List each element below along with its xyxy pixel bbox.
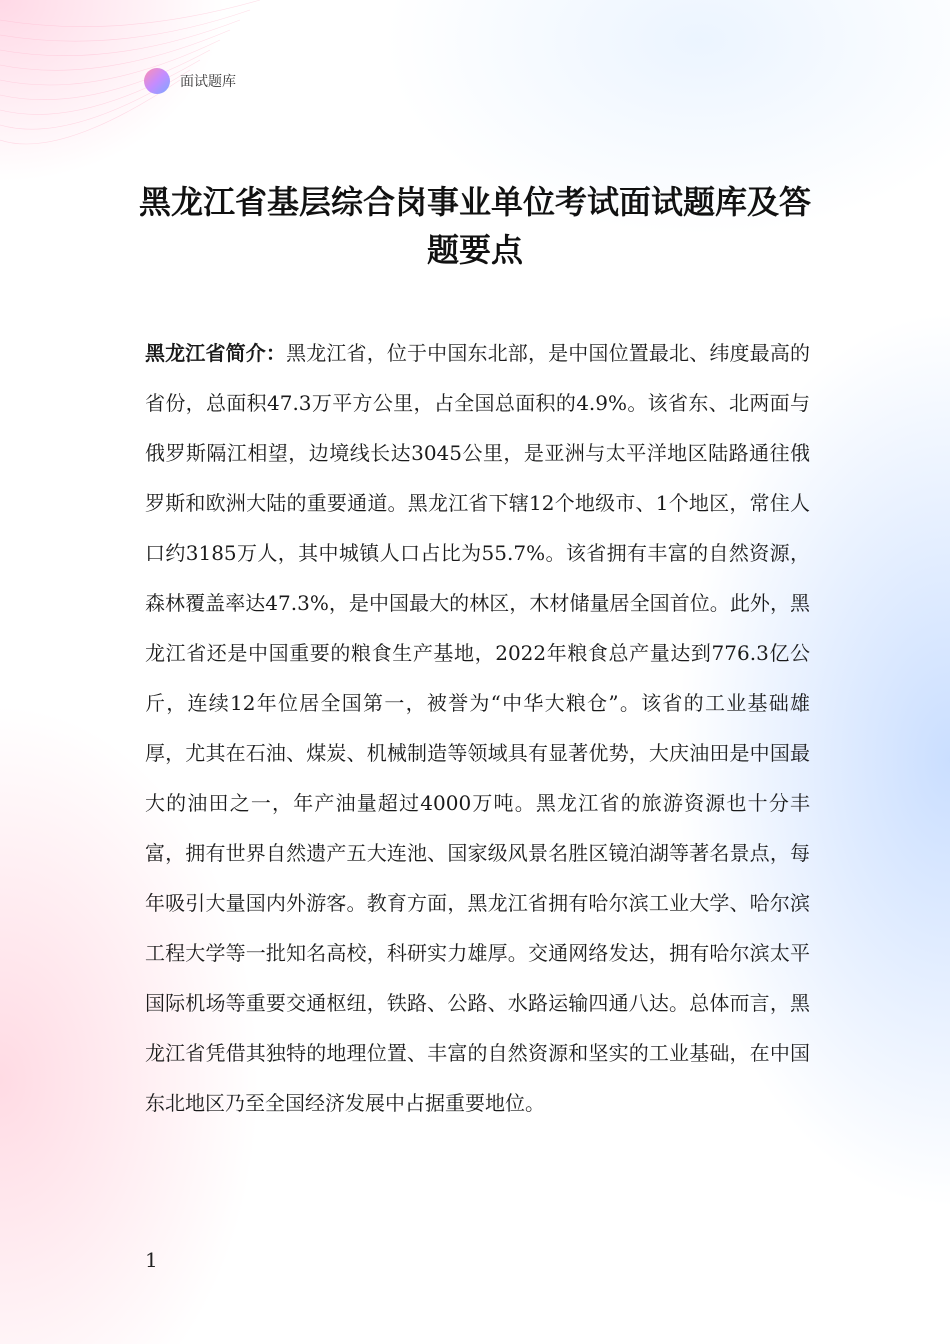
brand-logo-icon xyxy=(144,68,170,94)
intro-paragraph xyxy=(145,328,810,1128)
document-title: 黑龙江省基层综合岗事业单位考试面试题库及答题要点 xyxy=(138,183,811,269)
brand-header xyxy=(144,68,236,94)
decorative-lines xyxy=(0,0,260,200)
brand-name: 面试题库 xyxy=(180,74,236,90)
intro-lead: 黑龙江省简介： xyxy=(145,341,287,365)
intro-body: 黑龙江省，位于中国东北部，是中国位置最北、纬度最高的省份，总面积47.3万平方公里，占全国总面积的4.9%。该省东、北两面与俄罗斯隔江相望，边境线长达3045公里，是亚洲与太平洋地区陆路通往俄罗斯和欧洲大陆的重要通道。黑龙江省下辖12个地级市、1个地区，常住人口约3185万人，其中城镇人口占比为55.7%。该省拥有丰富的自然资源，森林覆盖率达47.3%，是中国最大的林区，木材储量居全国首位。此外，黑龙江省还是中国重要的粮食生产基地，2022年粮食总产量达到776.3亿公斤，连续12年位居全国第一，被誉为“中华大粮仓”。该省的工业基础雄厚，尤其在石油、煤炭、机械制造等领域具有显著优势，大庆油田是中国最大的油田之一，年产油量超过4000万吨。黑龙江省的旅游资源也十分丰富，拥有世界自然遗产五大连池、国家级风景名胜区镜泊湖等著名景点，每年吸引大量国内外游客。教育方面，黑龙江省拥有哈尔滨工业大学、哈尔滨工程大学等一批知名高校，科研实力雄厚。交通网络发达，拥有哈尔滨太平国际机场等重要交通枢纽，铁路、公路、水路运输四通八达。总体而言，黑龙江省凭借其独特的地理位置、丰富的自然资源和坚实的工业基础，在中国东北地区乃至全国经济发展中占据重要地位。 xyxy=(145,341,810,1115)
page-number: 1 xyxy=(145,1248,158,1272)
